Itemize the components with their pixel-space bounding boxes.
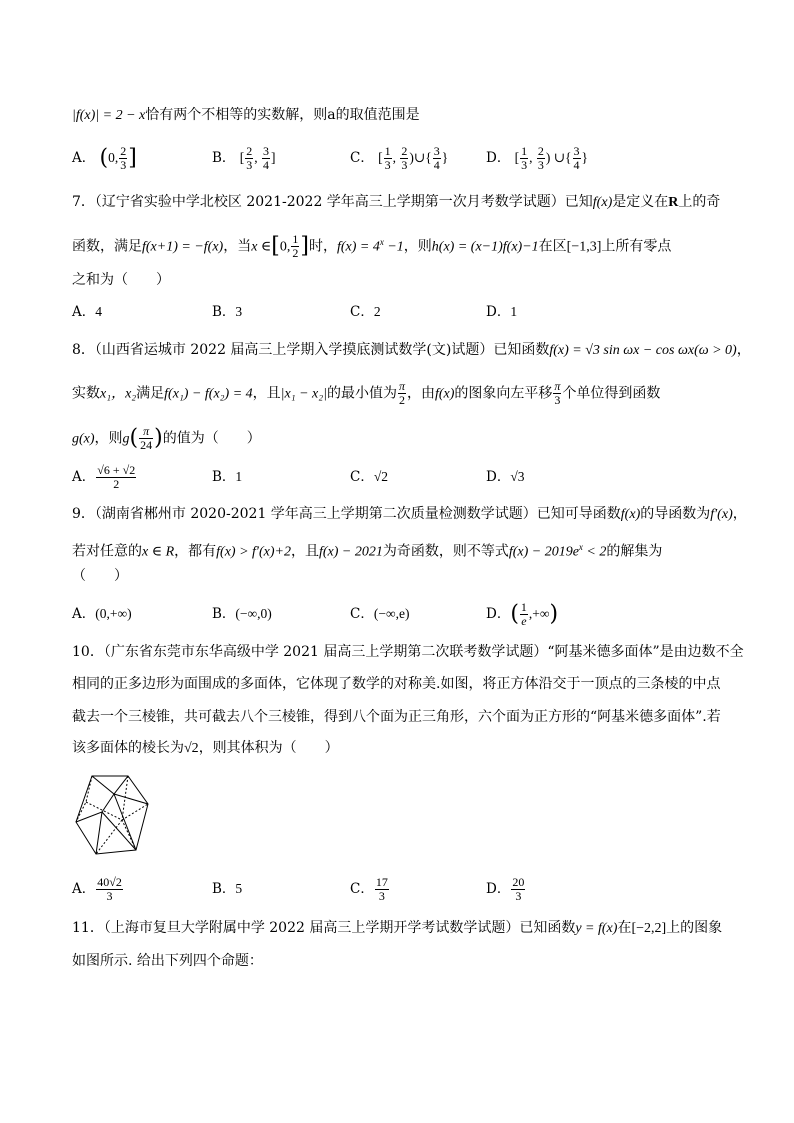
- option-label: A．: [72, 304, 96, 320]
- q6-equation: |f(x)| = 2 − x: [72, 108, 146, 123]
- q8-source: 8．（山西省运城市 2022 届高三上学期入学摸底测试数学(文)试题）已知函数: [72, 342, 550, 358]
- q7-text: 上的奇: [678, 194, 721, 210]
- q8-option-a[interactable]: [72, 462, 137, 492]
- frac-num: 1: [520, 600, 527, 614]
- q8-text: 个单位得到函数: [562, 385, 661, 402]
- option-value: (−∞,0): [235, 606, 272, 621]
- option-label: B．: [212, 150, 236, 166]
- q8-expr: |x₁ − x₂|: [280, 386, 327, 402]
- option-label: C．: [350, 150, 374, 166]
- option-value: 1: [510, 304, 518, 319]
- frac-num: π: [554, 379, 561, 393]
- q7-option-b[interactable]: [212, 297, 242, 327]
- frac-num: 1: [521, 144, 528, 158]
- frac-den: 4: [573, 158, 580, 172]
- option-label: C．: [350, 606, 374, 622]
- polyhedron-edge: [102, 812, 136, 850]
- q7-expr: h(x) = (x−1)f(x)−1: [431, 239, 539, 255]
- q6-stem-text: 恰有两个不相等的实数解，则a的取值范围是: [145, 107, 420, 123]
- option-label: C．: [350, 304, 374, 320]
- q10-line-2: 相同的正多边形为面围成的多面体，它体现了数学的对称美.如图，将正方体沿交于一顶点的三条棱的中点: [72, 676, 721, 692]
- option-label: D．: [486, 150, 511, 166]
- polyhedron-hidden-edge: [86, 802, 148, 820]
- polyhedron-edge: [114, 794, 136, 850]
- q9-option-c[interactable]: [350, 599, 409, 629]
- option-value: √3: [510, 469, 525, 484]
- q8-expr: x₁，x₂: [100, 386, 137, 402]
- frac-den: 3: [554, 393, 561, 407]
- polyhedron-edge: [76, 794, 114, 822]
- cuboctahedron-figure: [72, 772, 152, 858]
- q7-option-c[interactable]: [350, 297, 381, 327]
- frac-den: 3: [120, 158, 127, 172]
- q9-expr: f(x) > f′(x)+2: [216, 544, 291, 560]
- q7-expr: f(x+1) = −f(x): [142, 239, 224, 255]
- q11-text: 上的图象: [666, 920, 723, 936]
- frac-den: 2: [292, 246, 299, 261]
- q7-text: 在区: [538, 238, 567, 255]
- q10-option-c[interactable]: [350, 874, 390, 904]
- frac-den: 3: [537, 158, 544, 172]
- q8-option-c[interactable]: [350, 462, 388, 492]
- q9-source: 9．（湖南省郴州市 2020-2021 学年高三上学期第二次质量检测数学试题）已知可导函数: [72, 506, 621, 522]
- option-value: (−∞,e): [373, 606, 410, 621]
- q8-line-2: [72, 380, 660, 407]
- q8-expr: g: [122, 431, 130, 447]
- option-value: √2: [373, 469, 389, 484]
- option-value: 5: [235, 881, 243, 896]
- frac-den: 3: [378, 889, 385, 903]
- q7-line-1: [72, 191, 720, 214]
- q7-expr: x ∈: [251, 239, 272, 255]
- q9-expr: f(x): [620, 507, 641, 522]
- q7-text: ，则: [403, 238, 432, 255]
- q8-text: 实数: [72, 385, 100, 402]
- q9-option-a[interactable]: [72, 599, 132, 629]
- q8-text: ，且: [252, 385, 281, 402]
- polyhedron-edge: [114, 794, 148, 804]
- q9-expr: < 2: [582, 544, 607, 560]
- frac-den: 3: [384, 158, 391, 172]
- option-value: 4: [95, 304, 102, 319]
- q8-options: [72, 462, 732, 492]
- q7-text: 上所有零点: [601, 238, 672, 255]
- q10-line-4: [72, 737, 339, 760]
- option-a-left: 0,: [108, 150, 119, 165]
- q11-line-2: 如图所示. 给出下列四个命题：: [72, 953, 263, 969]
- frac-num: 20: [512, 875, 525, 889]
- frac-num: π: [398, 379, 405, 393]
- q8-line-3: g(x)，则g( $\frac{\pi}{24}$ )的值为（ ）: [72, 424, 261, 452]
- frac-num: 2: [537, 144, 544, 158]
- q6-option-b[interactable]: B． [ $\frac{2}{3}$ , $\frac{3}{4}$ ]: [212, 144, 276, 172]
- q9-text: 若对任意的: [72, 543, 142, 560]
- q10-expr: √2: [184, 741, 199, 756]
- q10-option-d[interactable]: [486, 874, 526, 904]
- polyhedron-edge: [92, 776, 128, 794]
- frac-num: 1: [292, 232, 299, 247]
- frac-num: 40√2: [97, 875, 122, 889]
- q9-line-1: [72, 503, 747, 526]
- q7-R: R: [668, 195, 679, 210]
- q8-text: ，则: [94, 430, 123, 447]
- option-label: A．: [72, 469, 96, 485]
- frac-den: 24: [140, 438, 153, 452]
- option-label: A．: [72, 606, 96, 622]
- option-value: 2: [373, 304, 381, 319]
- q6-option-d[interactable]: D． [ $\frac{1}{3}$ , $\frac{2}{3}$ ) ∪{ $\frac{3}{4}$ }: [486, 144, 589, 172]
- frac-den: 3: [401, 158, 408, 172]
- q9-text: 的解集为: [606, 543, 663, 560]
- frac-num: 2: [401, 144, 408, 158]
- q9-line-2: [72, 536, 662, 564]
- option-label: C．: [350, 881, 374, 897]
- q8-expr: g(x): [72, 431, 95, 447]
- q10-option-a[interactable]: [72, 874, 124, 904]
- frac-num: 3: [433, 144, 440, 158]
- q7-line-3: 之和为（ ）: [72, 272, 170, 288]
- frac-den: 2: [113, 477, 120, 491]
- frac-num: 2: [246, 144, 253, 158]
- frac-num: 2: [120, 144, 127, 158]
- q7-text: 函数，满足: [72, 238, 142, 255]
- frac-den: 4: [262, 158, 269, 172]
- q9-expr: f(x) − 2021: [318, 544, 383, 560]
- q11-source: 11．（上海市复旦大学附属中学 2022 届高三上学期开学考试数学试题）已知函数: [72, 920, 576, 936]
- q6-option-c[interactable]: C． [ $\frac{1}{3}$ , $\frac{2}{3}$ )∪{ $\frac{3}{4}$ }: [350, 144, 449, 172]
- q9-text: 的导函数为: [640, 506, 711, 522]
- frac-num: π: [139, 425, 153, 439]
- option-label: C．: [350, 469, 374, 485]
- frac-num: √6 + √2: [97, 463, 136, 477]
- q10-text: ，则其体积为（ ）: [198, 740, 339, 756]
- q10-text: 该多面体的棱长为: [72, 740, 184, 756]
- q11-expr: [−2,2]: [631, 921, 667, 936]
- q8-text: 满足: [136, 385, 165, 402]
- q9-text: ，都有: [174, 543, 217, 560]
- option-value: ,+∞: [528, 606, 550, 621]
- q7-source: 7．（辽宁省实验中学北校区 2021-2022 学年高三上学期第一次月考数学试题）已知: [72, 194, 593, 210]
- q7-interval-left: 0,: [279, 239, 291, 255]
- q6-options: [72, 143, 732, 173]
- q8-text: ，: [736, 342, 751, 358]
- frac-num: 17: [375, 875, 388, 889]
- q6-stem: [72, 104, 420, 127]
- q7-text: 是定义在: [612, 194, 669, 210]
- option-label: A．: [72, 881, 96, 897]
- q11-line-1: [72, 917, 722, 940]
- polyhedron-edge: [96, 812, 102, 854]
- q6-option-a[interactable]: A． (0, $\frac{2}{3}$ ]: [72, 144, 137, 172]
- q9-expr: f′(x): [710, 507, 733, 522]
- q9-text: 为奇函数，则不等式: [382, 543, 509, 560]
- q7-expr: −1: [383, 239, 404, 255]
- q7-text: ，当: [223, 238, 252, 255]
- q8-expr: f(x) = √3 sin ωx − cos ωx(ω > 0): [549, 343, 737, 358]
- frac-den: 3: [515, 889, 522, 903]
- frac-den: 2: [398, 393, 405, 407]
- q7-option-a[interactable]: [72, 297, 102, 327]
- q11-text: 在: [617, 920, 632, 936]
- option-label: B．: [212, 469, 236, 485]
- q9-options: [72, 599, 732, 629]
- option-label: B．: [212, 304, 236, 320]
- option-label: D．: [486, 469, 511, 485]
- frac-den: 3: [246, 158, 253, 172]
- frac-num: 3: [262, 144, 269, 158]
- q8-text: ，由: [406, 385, 435, 402]
- frac-num: 1: [384, 144, 391, 158]
- option-label: B．: [212, 606, 236, 622]
- q8-option-b[interactable]: [212, 462, 242, 492]
- q9-option-d[interactable]: D．( $\frac{1}{e}$ ,+∞): [486, 600, 559, 628]
- option-label: B．: [212, 881, 236, 897]
- q7-option-d[interactable]: [486, 297, 517, 327]
- option-value: 3: [235, 304, 243, 319]
- polyhedron-hidden-edge: [122, 776, 136, 850]
- q7-options: [72, 297, 732, 327]
- q8-expr: f(x₁) − f(x₂) = 4: [164, 386, 253, 402]
- q10-line-1: 10．（广东省东莞市东华高级中学 2021 届高三上学期第二次联考数学试题）“阿基米德多面体”是由边数不全: [72, 644, 744, 660]
- q8-option-d[interactable]: [486, 462, 525, 492]
- q9-expr: f(x) − 2019e: [508, 544, 579, 560]
- q7-expr: [−1,3]: [566, 239, 602, 255]
- q11-expr: y = f(x): [575, 921, 618, 936]
- q9-text: ，且: [290, 543, 319, 560]
- q8-text: 的值为（ ）: [162, 430, 261, 447]
- q7-expr: f(x) = 4: [336, 239, 380, 255]
- q9-line-3: （ ）: [72, 568, 128, 584]
- option-label: D．: [486, 881, 511, 897]
- frac-den: e: [521, 614, 527, 628]
- q7-text: 时，: [308, 238, 337, 255]
- q10-line-3: 截去一个三棱锥，共可截去八个三棱锥，得到八个面为正三角形，六个面为正方形的“阿基米德多面体”.若: [72, 709, 721, 725]
- option-label: D．: [486, 304, 511, 320]
- q7-line-2: 函数，满足f(x+1) = −f(x)，当x ∈[0, $\frac{1}{2}$ ]时，$f(x) = 4^x -1$，则h(x) = (x−1)f(x)−1在区[−1,3]上所有零点: [72, 232, 672, 261]
- frac-den: 4: [433, 158, 440, 172]
- q8-text: 的最小值为: [326, 385, 397, 402]
- q8-line-1: [72, 339, 751, 362]
- option-label: D．: [486, 606, 511, 622]
- q9-sup: x: [578, 542, 583, 552]
- frac-den: 3: [106, 889, 113, 903]
- frac-den: 3: [521, 158, 528, 172]
- q10-options: [72, 874, 732, 908]
- q10-option-b[interactable]: [212, 874, 242, 904]
- q8-expr: f(x): [434, 386, 455, 402]
- q9-text: ，: [732, 506, 747, 522]
- option-label: A．: [72, 150, 96, 166]
- frac-num: 3: [573, 144, 580, 158]
- q7-sup: x: [379, 237, 384, 247]
- q7-fx: f(x): [592, 195, 613, 210]
- q8-text: 的图象向左平移: [454, 385, 553, 402]
- q9-expr: x ∈ R: [142, 544, 175, 560]
- option-value: (0,+∞): [95, 606, 132, 621]
- option-value: 1: [235, 469, 243, 484]
- q9-option-b[interactable]: [212, 599, 272, 629]
